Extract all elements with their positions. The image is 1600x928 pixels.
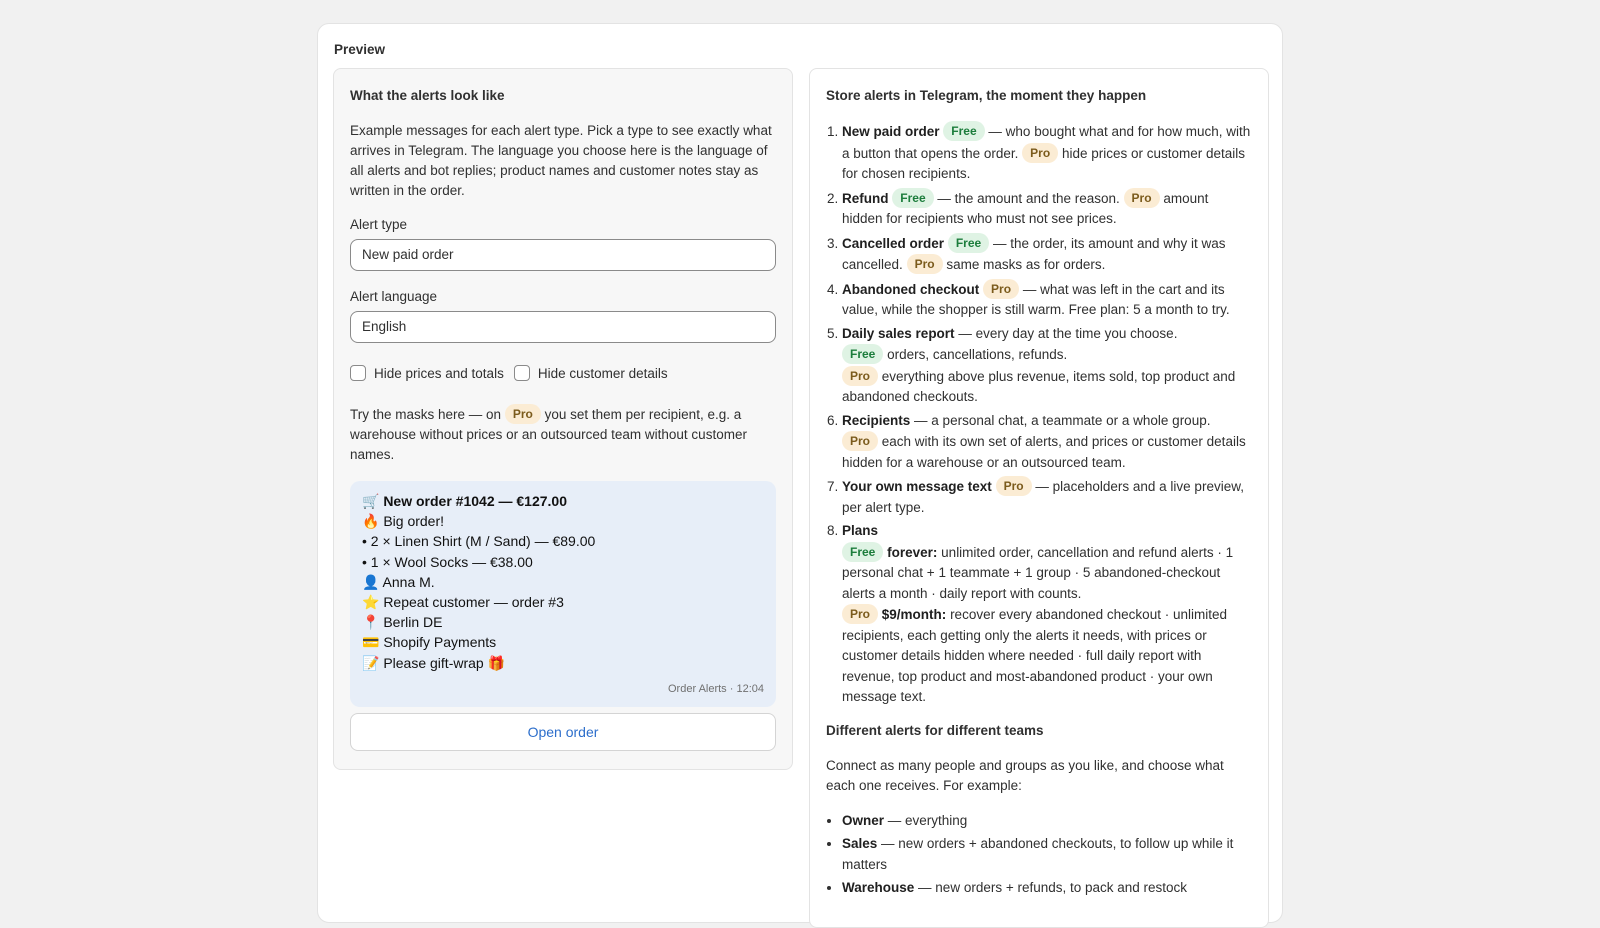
feature-text: — the order, its amount and why it was cancelled. xyxy=(842,235,1226,272)
feature-text: — a personal chat, a teammate or a whole group. xyxy=(914,412,1211,428)
message-line: 🛒 New order #1042 — €127.00 xyxy=(362,493,567,509)
open-order-button[interactable]: Open order xyxy=(350,713,776,751)
free-badge: Free xyxy=(842,344,883,364)
features-card xyxy=(809,68,1269,928)
preview-panel xyxy=(317,23,1283,923)
feature-text: — who bought what and for how much, with a button that opens the order. xyxy=(842,124,1251,161)
team-text: — new orders + refunds, to pack and restock xyxy=(918,880,1188,895)
alert-language-select[interactable]: English xyxy=(350,311,776,343)
preview-title: Preview xyxy=(334,42,386,57)
hide-prices-checkbox[interactable] xyxy=(350,365,504,381)
pro-badge: Pro xyxy=(842,604,878,624)
plan-free-text: unlimited order, cancellation and refund alerts · 1 personal chat + 1 teammate + 1 group · 5 abandoned-checkout alerts a month · daily report with counts. xyxy=(842,544,1234,601)
free-badge: Free xyxy=(948,233,989,253)
plan-pro-head: $9/month: xyxy=(881,607,947,622)
team-name: Owner xyxy=(842,812,885,828)
message-line: ⭐ Repeat customer — order #3 xyxy=(362,594,564,611)
free-badge: Free xyxy=(892,188,933,208)
free-badge: Free xyxy=(943,121,984,141)
left-intro: Example messages for each alert type. Pick a type to see exactly what arrives in Telegram. The language you choose here is the language of all alerts and bot replies; product names and customer notes stay as written in the order. xyxy=(350,123,772,198)
pro-badge: Pro xyxy=(842,366,878,386)
telegram-message-preview xyxy=(350,481,776,707)
mask-checkboxes xyxy=(350,365,776,381)
feature-item xyxy=(842,411,1252,474)
feature-name: Recipients xyxy=(842,412,911,428)
hide-customer-checkbox[interactable] xyxy=(514,365,668,381)
feature-item xyxy=(842,476,1252,518)
alerts-preview-card xyxy=(333,68,793,770)
feature-item xyxy=(842,521,1252,708)
feature-name: Your own message text xyxy=(842,479,992,494)
alert-type-select[interactable]: New paid order xyxy=(350,239,776,271)
message-line: 📝 Please gift-wrap 🎁 xyxy=(362,654,506,671)
alert-language-label: Alert language xyxy=(350,289,438,304)
alert-type-label: Alert type xyxy=(350,217,408,232)
message-line: • 1 × Wool Socks — €38.00 xyxy=(362,553,533,570)
team-name: Warehouse xyxy=(842,880,915,895)
feature-name: Daily sales report xyxy=(842,325,955,341)
masks-note-pre: Try the masks here — on xyxy=(350,407,502,422)
message-line: 💳 Shopify Payments xyxy=(362,634,497,651)
hide-prices-box[interactable] xyxy=(350,365,366,381)
plan-free-head: forever: xyxy=(887,544,938,560)
masks-note-post: you set them per recipient, e.g. a warehouse without prices or an outsourced team without customer names. xyxy=(350,407,747,462)
feature-item xyxy=(842,279,1252,321)
message-meta: Order Alerts · 12:04 xyxy=(668,683,764,695)
pro-badge: Pro xyxy=(842,431,878,451)
feature-text: — every day at the time you choose. xyxy=(958,325,1178,341)
pro-badge: Pro xyxy=(505,404,541,424)
feature-text: — the amount and the reason. xyxy=(937,190,1120,206)
pro-badge: Pro xyxy=(996,476,1032,496)
feature-item xyxy=(842,121,1252,185)
masks-note xyxy=(350,404,750,465)
features-list xyxy=(826,121,1252,708)
team-item xyxy=(842,811,1252,832)
feature-item xyxy=(842,188,1252,230)
feature-item xyxy=(842,233,1252,276)
teams-intro: Connect as many people and groups as you like, and choose what each one receives. For example: xyxy=(826,757,1224,793)
feature-text: — what was left in the cart and its value, while the shopper is still warm. Free plan: 5 a month to try. xyxy=(842,281,1230,317)
left-card-title: What the alerts look like xyxy=(350,88,505,103)
feature-name: Abandoned checkout xyxy=(842,281,980,297)
feature-text: each with its own set of alerts, and prices or customer details hidden for a warehouse or an outsourced team. xyxy=(842,434,1246,470)
feature-text: hide prices or customer details for chosen recipients. xyxy=(842,145,1246,181)
teams-title: Different alerts for different teams xyxy=(826,722,1044,738)
message-line: 👤 Anna M. xyxy=(362,573,435,590)
hide-customer-label: Hide customer details xyxy=(537,365,668,381)
pro-badge: Pro xyxy=(983,279,1019,299)
hide-customer-box[interactable] xyxy=(514,365,530,381)
team-item xyxy=(842,834,1252,875)
feature-name: Cancelled order xyxy=(842,235,945,251)
pro-badge: Pro xyxy=(907,254,943,274)
feature-name: New paid order xyxy=(842,124,940,139)
right-card-title: Store alerts in Telegram, the moment they happen xyxy=(826,88,1147,103)
message-line: 🔥 Big order! xyxy=(362,513,445,530)
plan-pro-text: recover every abandoned checkout · unlimited recipients, each getting only the alerts it needs, with prices or customer details hidden where needed · full daily report with revenue, top product and most-abandoned product · your own message text. xyxy=(842,607,1227,704)
feature-text: amount hidden for recipients who must not see prices. xyxy=(842,190,1209,226)
teams-list xyxy=(826,811,1252,899)
feature-text: orders, cancellations, refunds. xyxy=(887,347,1068,362)
team-item xyxy=(842,878,1252,899)
hide-prices-label: Hide prices and totals xyxy=(374,365,504,381)
feature-name: Plans xyxy=(842,523,879,538)
feature-name: Refund xyxy=(842,190,889,206)
message-line: 📍 Berlin DE xyxy=(362,614,443,631)
team-name: Sales xyxy=(842,836,878,851)
feature-text: — placeholders and a live preview, per alert type. xyxy=(842,479,1244,515)
message-line: • 2 × Linen Shirt (M / Sand) — €89.00 xyxy=(362,533,596,550)
free-badge: Free xyxy=(842,542,883,562)
team-text: — everything xyxy=(887,812,968,828)
feature-text: same masks as for orders. xyxy=(946,257,1106,272)
feature-item xyxy=(842,324,1252,408)
pro-badge: Pro xyxy=(1022,143,1058,163)
feature-text: everything above plus revenue, items sold, top product and abandoned checkouts. xyxy=(842,368,1236,404)
team-text: — new orders + abandoned checkouts, to follow up while it matters xyxy=(842,836,1234,872)
pro-badge: Pro xyxy=(1124,188,1160,208)
